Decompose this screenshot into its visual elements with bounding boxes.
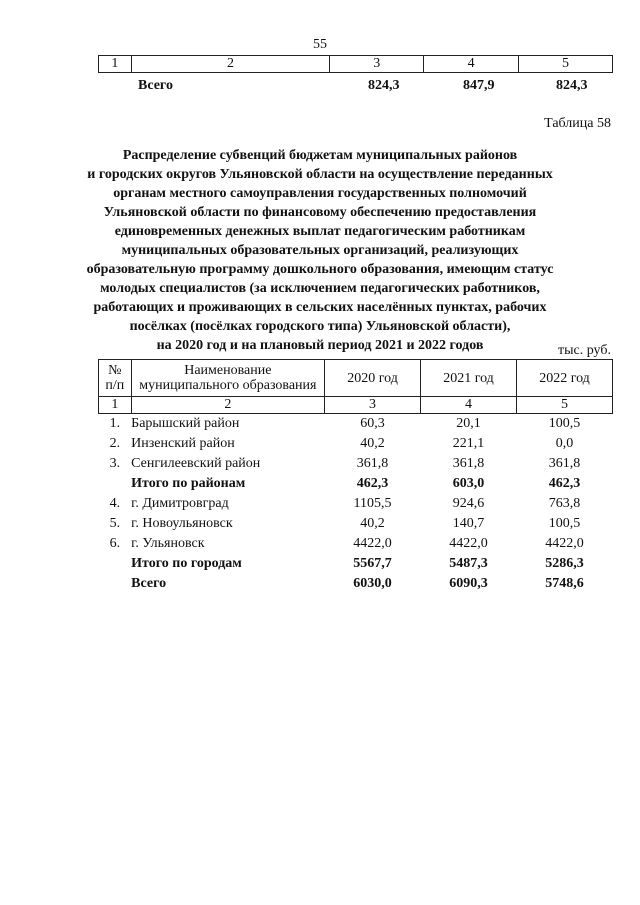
municipality-name: Итого по районам xyxy=(131,476,246,491)
municipality-name: Инзенский район xyxy=(131,436,235,451)
value-2022: 0,0 xyxy=(555,436,574,451)
table-row xyxy=(99,454,613,474)
value-2020: 4422,0 xyxy=(353,536,392,551)
value-2021: 6090,3 xyxy=(449,576,488,591)
municipality-name: Барышский район xyxy=(131,416,240,431)
header-2021: 2021 год xyxy=(421,360,517,397)
units-label: тыс. руб. xyxy=(558,343,611,358)
municipality-name: Сенгилеевский район xyxy=(131,456,261,471)
value-2021: 5487,3 xyxy=(449,556,488,571)
total-label: Всего xyxy=(138,78,173,93)
row-number xyxy=(99,554,132,574)
value-2020: 40,2 xyxy=(360,436,385,451)
table-total-row xyxy=(99,574,613,594)
title-line: Распределение субвенций бюджетам муниципальных районов xyxy=(122,148,518,163)
page-number: 55 xyxy=(313,37,327,52)
title-line: работающих и проживающих в сельских населённых пунктах, рабочих xyxy=(93,300,547,315)
value-2022: 361,8 xyxy=(548,456,581,471)
municipality-name: Всего xyxy=(131,576,167,591)
total-value-2020: 824,3 xyxy=(368,78,400,93)
value-2020: 40,2 xyxy=(360,516,385,531)
value-2021: 924,6 xyxy=(452,496,485,511)
index-cell: 3 xyxy=(330,56,424,73)
title-line: органам местного самоуправления государственных полномочий xyxy=(113,186,527,201)
value-2021: 221,1 xyxy=(452,436,485,451)
index-cell: 2 xyxy=(131,56,330,73)
municipality-name: Итого по городам xyxy=(131,556,242,571)
value-2021: 361,8 xyxy=(452,456,485,471)
table-total-row xyxy=(99,554,613,574)
row-number: 2. xyxy=(109,436,121,451)
table-caption: Таблица 58 xyxy=(544,116,611,131)
total-value-2021: 847,9 xyxy=(463,78,495,93)
table-title xyxy=(60,146,580,355)
value-2022: 100,5 xyxy=(548,416,581,431)
header-2020: 2020 год xyxy=(325,360,421,397)
value-2020: 6030,0 xyxy=(353,576,392,591)
value-2022: 100,5 xyxy=(548,516,581,531)
title-line: муниципальных образовательных организаций, реализующих xyxy=(121,243,519,258)
header-name: Наименование муниципального образования xyxy=(131,360,324,397)
index-cell: 5 xyxy=(517,397,613,414)
value-2021: 4422,0 xyxy=(449,536,488,551)
value-2021: 140,7 xyxy=(452,516,485,531)
title-line: единовременных денежных выплат педагогическим работникам xyxy=(114,224,526,239)
table-row xyxy=(99,494,613,514)
title-line: Ульяновской области по финансовому обеспечению предоставления xyxy=(103,205,537,220)
title-line: молодых специалистов (за исключением педагогических работников, xyxy=(100,281,540,296)
total-value-2022: 824,3 xyxy=(556,78,588,93)
municipality-name: г. Ульяновск xyxy=(131,536,205,551)
index-cell: 4 xyxy=(421,397,517,414)
row-number xyxy=(99,574,132,594)
row-number xyxy=(99,474,132,494)
index-cell: 5 xyxy=(519,56,613,73)
distribution-table xyxy=(98,359,613,594)
row-number: 6. xyxy=(109,536,121,551)
row-number: 4. xyxy=(109,496,121,511)
table-row xyxy=(99,534,613,554)
value-2021: 20,1 xyxy=(456,416,481,431)
continued-table-index-row xyxy=(98,55,613,73)
row-number: 1. xyxy=(109,416,121,431)
header-2022: 2022 год xyxy=(517,360,613,397)
value-2022: 462,3 xyxy=(548,476,581,491)
title-line: образовательную программу дошкольного образования, имеющим статус xyxy=(86,262,554,277)
index-cell: 1 xyxy=(99,56,132,73)
table-row xyxy=(99,434,613,454)
index-cell: 2 xyxy=(131,397,324,414)
municipality-name: г. Новоульяновск xyxy=(131,516,233,531)
value-2022: 5286,3 xyxy=(545,556,584,571)
header-num: № п/п xyxy=(99,360,132,397)
value-2020: 1105,5 xyxy=(353,496,392,511)
value-2022: 4422,0 xyxy=(545,536,584,551)
value-2022: 5748,6 xyxy=(545,576,584,591)
table-total-row xyxy=(99,474,613,494)
value-2020: 5567,7 xyxy=(353,556,392,571)
table-row xyxy=(99,414,613,435)
index-cell: 4 xyxy=(424,56,519,73)
title-line: и городских округов Ульяновской области на осуществление переданных xyxy=(87,167,553,182)
table-row xyxy=(99,514,613,534)
index-cell: 3 xyxy=(325,397,421,414)
index-cell: 1 xyxy=(99,397,132,414)
value-2020: 60,3 xyxy=(360,416,385,431)
value-2020: 462,3 xyxy=(356,476,389,491)
row-number: 5. xyxy=(109,516,121,531)
title-line: на 2020 год и на плановый период 2021 и 2022 годов xyxy=(156,338,484,353)
municipality-name: г. Димитровград xyxy=(131,496,229,511)
row-number: 3. xyxy=(109,456,121,471)
title-line: посёлках (посёлках городского типа) Ульяновской области), xyxy=(129,319,511,334)
value-2022: 763,8 xyxy=(548,496,581,511)
value-2020: 361,8 xyxy=(356,456,389,471)
value-2021: 603,0 xyxy=(452,476,485,491)
